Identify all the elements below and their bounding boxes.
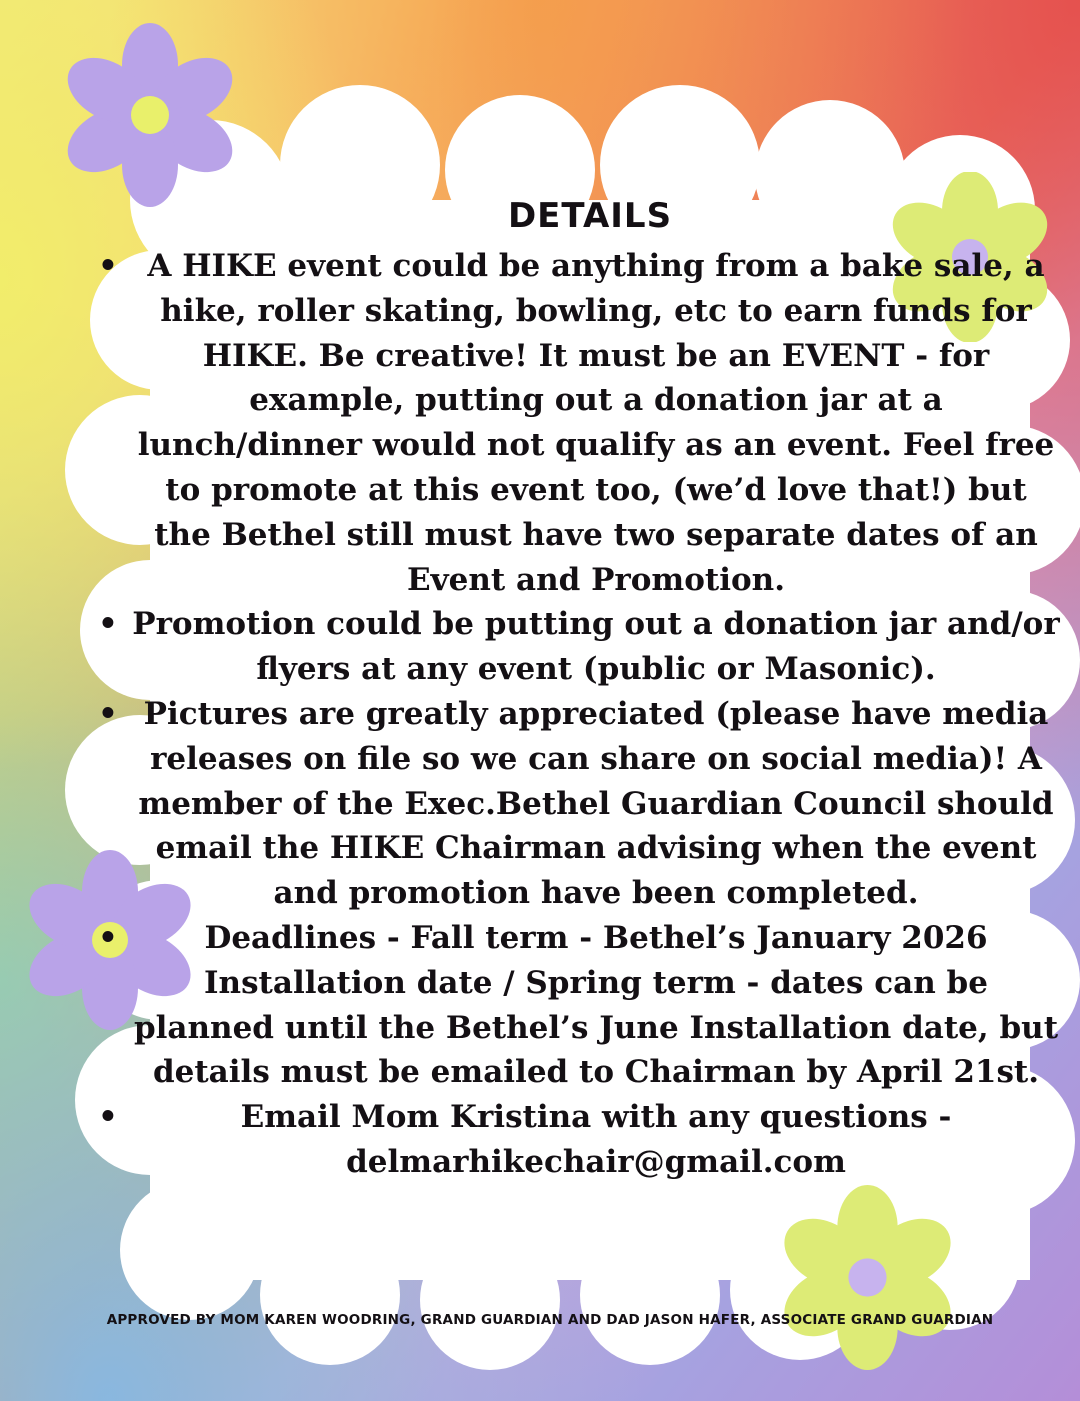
- list-item: [98, 602, 1060, 692]
- list-item: [98, 916, 1060, 1095]
- bullet-icon: •: [98, 1099, 118, 1136]
- bullet-icon: •: [98, 606, 118, 643]
- list-item-text: Pictures are greatly appreciated (please have media releases on file so we can share on social media)! A member of the Exec.Bethel Guardian Council should email the HIKE Chairman advising when the event and promotion have been completed.: [138, 695, 1054, 912]
- page-title: DETAILS: [507, 196, 673, 236]
- list-item: [98, 692, 1060, 916]
- purple-flower-icon: [65, 20, 235, 210]
- bullet-icon: •: [98, 695, 118, 732]
- list-item-text: Deadlines - Fall term - Bethel’s January 2026 Installation date / Spring term - dates can be planned until the Bethel’s June Installation date, but details must be emailed to Chairman by April 21st.: [133, 919, 1059, 1091]
- green-flower-icon: [775, 1185, 960, 1370]
- bullet-icon: •: [98, 248, 118, 284]
- details-list: [98, 244, 1060, 1185]
- list-item-text: Promotion could be putting out a donation jar and/or flyers at any event (public or Masonic).: [132, 606, 1060, 688]
- list-item: [98, 244, 1060, 602]
- bullet-icon: •: [98, 919, 118, 956]
- list-item-text: A HIKE event could be anything from a bake sale, a hike, roller skating, bowling, etc to earn funds for HIKE. Be creative! It must be an EVENT - for example, putting out a donation jar at a lunch/dinner would not qualify as an event. Feel free to promote at this event too, (we’d love that!) but the Bethel still must have two separate dates of an Event and Promotion.: [137, 248, 1055, 598]
- list-item: [98, 1095, 1060, 1185]
- list-item-text: Email Mom Kristina with any questions - delmarhikechair@gmail.com: [240, 1099, 952, 1180]
- details-content: [98, 196, 1060, 1185]
- approval-footer: APPROVED BY MOM KAREN WOODRING, GRAND GUARDIAN AND DAD JASON HAFER, ASSOCIATE GRAND GUARDIAN: [106, 1312, 994, 1328]
